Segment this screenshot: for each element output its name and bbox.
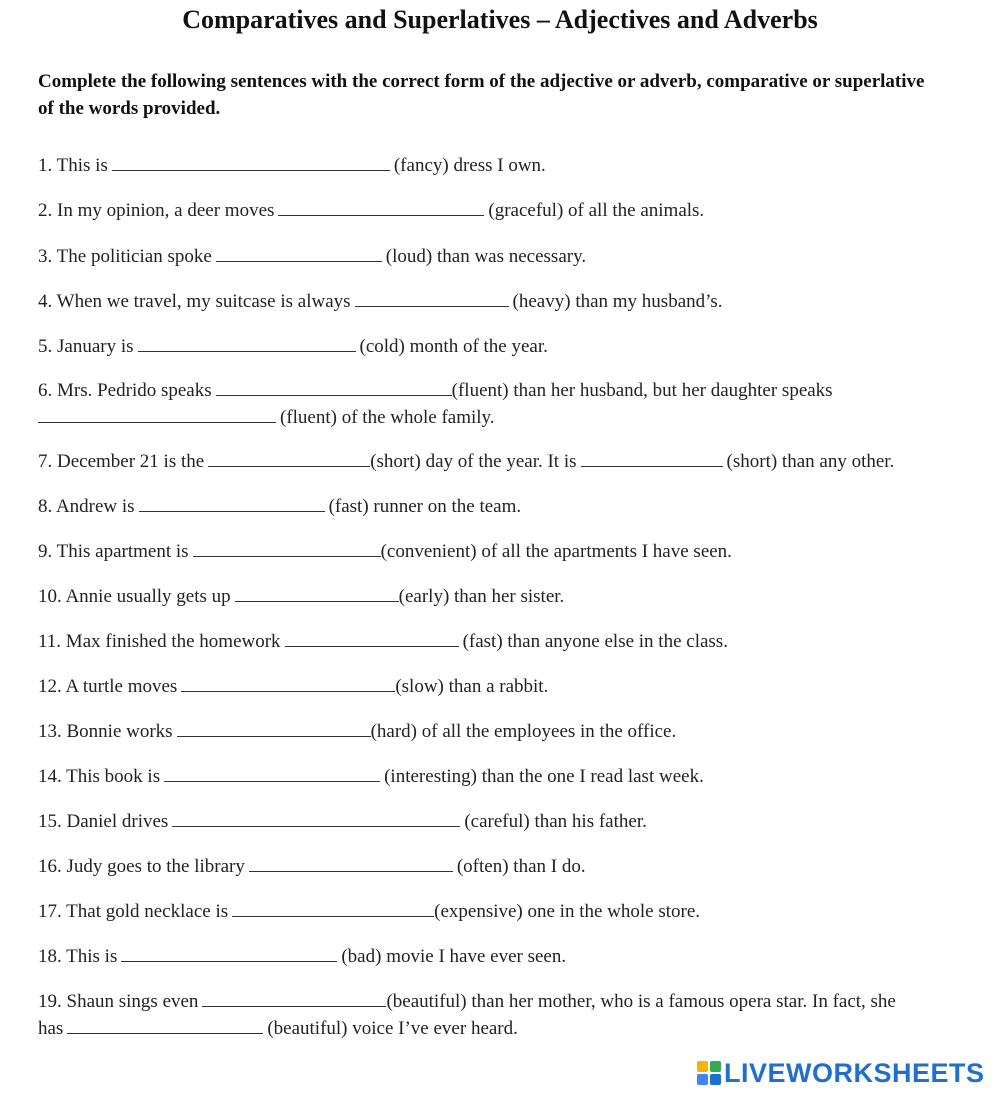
page-title: Comparatives and Superlatives – Adjectives and Adverbs <box>182 5 818 34</box>
question-7 <box>38 448 978 475</box>
liveworksheets-logo-icon <box>697 1061 721 1085</box>
answer-blank-2[interactable] <box>278 197 484 216</box>
question-text: 14. This book is <box>38 766 161 787</box>
liveworksheets-logo <box>697 1056 985 1090</box>
question-text: (expensive) one in the whole store. <box>434 901 701 922</box>
question-17 <box>38 898 978 925</box>
answer-blank-18[interactable] <box>121 943 337 962</box>
answer-blank-7b[interactable] <box>581 448 723 467</box>
question-text: 15. Daniel drives <box>38 811 169 832</box>
answer-blank-1[interactable] <box>112 152 390 171</box>
question-8 <box>38 493 978 520</box>
question-text: (fast) than anyone else in the class. <box>462 631 728 652</box>
answer-blank-14[interactable] <box>164 763 380 782</box>
question-5 <box>38 333 978 360</box>
question-14 <box>38 763 978 790</box>
question-text: (beautiful) voice I’ve ever heard. <box>267 1018 518 1039</box>
question-text: 18. This is <box>38 946 118 967</box>
answer-blank-7a[interactable] <box>208 448 370 467</box>
question-text: (slow) than a rabbit. <box>395 676 549 697</box>
answer-blank-5[interactable] <box>138 333 356 352</box>
question-text: 8. Andrew is <box>38 496 135 517</box>
question-text: 19. Shaun sings even <box>38 991 199 1012</box>
question-text: 9. This apartment is <box>38 541 189 562</box>
question-11 <box>38 628 978 655</box>
question-text: 11. Max finished the homework <box>38 631 281 652</box>
question-text: 7. December 21 is the <box>38 451 205 472</box>
question-text: (short) day of the year. It is <box>370 451 577 472</box>
question-text: (beautiful) than her mother, who is a famous opera star. In fact, she <box>386 991 896 1012</box>
answer-blank-6b[interactable] <box>38 404 276 423</box>
answer-blank-4[interactable] <box>355 288 509 307</box>
question-text: (often) than I do. <box>456 856 586 877</box>
question-text: 1. This is <box>38 155 108 176</box>
question-3 <box>38 243 978 270</box>
question-text: 5. January is <box>38 336 134 357</box>
question-13 <box>38 718 978 745</box>
answer-blank-8[interactable] <box>139 493 325 512</box>
question-text: (bad) movie I have ever seen. <box>341 946 567 967</box>
question-text: (heavy) than my husband’s. <box>512 291 723 312</box>
question-text: (convenient) of all the apartments I have seen. <box>380 541 732 562</box>
question-text: 17. That gold necklace is <box>38 901 229 922</box>
question-12 <box>38 673 978 700</box>
question-19 <box>38 988 978 1042</box>
question-text: (fluent) of the whole family. <box>280 407 495 428</box>
question-text: (interesting) than the one I read last week. <box>384 766 704 787</box>
answer-blank-17[interactable] <box>232 898 434 917</box>
question-9 <box>38 538 978 565</box>
question-text: (early) than her sister. <box>398 586 565 607</box>
question-10 <box>38 583 978 610</box>
question-text: (fast) runner on the team. <box>328 496 522 517</box>
question-text: (graceful) of all the animals. <box>488 200 705 221</box>
answer-blank-3[interactable] <box>216 243 382 262</box>
answer-blank-10[interactable] <box>235 583 399 602</box>
question-18 <box>38 943 978 970</box>
question-text: (fluent) than her husband, but her daughter speaks <box>451 380 833 401</box>
question-text: 16. Judy goes to the library <box>38 856 245 877</box>
question-text: 13. Bonnie works <box>38 721 173 742</box>
answer-blank-19b[interactable] <box>67 1015 263 1034</box>
logo-text: LIVEWORKSHEETS <box>724 1057 985 1088</box>
question-text: 12. A turtle moves <box>38 676 178 697</box>
answer-blank-6a[interactable] <box>216 377 452 396</box>
question-text: (hard) of all the employees in the office. <box>370 721 677 742</box>
question-text: (careful) than his father. <box>464 811 647 832</box>
question-2 <box>38 197 978 224</box>
question-text: 6. Mrs. Pedrido speaks <box>38 380 212 401</box>
question-text: (short) than any other. <box>726 451 895 472</box>
question-text: 4. When we travel, my suitcase is always <box>38 291 351 312</box>
question-text: 2. In my opinion, a deer moves <box>38 200 275 221</box>
question-text: has <box>38 1018 64 1039</box>
instructions: Complete the following sentences with the correct form of the adjective or adverb, comparative or superlative of the words provided. <box>38 71 925 119</box>
answer-blank-13[interactable] <box>177 718 371 737</box>
question-text: (cold) month of the year. <box>359 336 548 357</box>
question-6 <box>38 377 978 431</box>
answer-blank-19a[interactable] <box>202 988 386 1007</box>
question-1 <box>38 152 978 179</box>
answer-blank-11[interactable] <box>285 628 459 647</box>
question-text: (loud) than was necessary. <box>385 246 587 267</box>
question-16 <box>38 853 978 880</box>
answer-blank-15[interactable] <box>172 808 460 827</box>
question-text: (fancy) dress I own. <box>393 155 546 176</box>
question-text: 10. Annie usually gets up <box>38 586 231 607</box>
answer-blank-16[interactable] <box>249 853 453 872</box>
question-4 <box>38 288 978 315</box>
question-text: 3. The politician spoke <box>38 246 212 267</box>
answer-blank-9[interactable] <box>193 538 381 557</box>
answer-blank-12[interactable] <box>181 673 395 692</box>
question-15 <box>38 808 978 835</box>
